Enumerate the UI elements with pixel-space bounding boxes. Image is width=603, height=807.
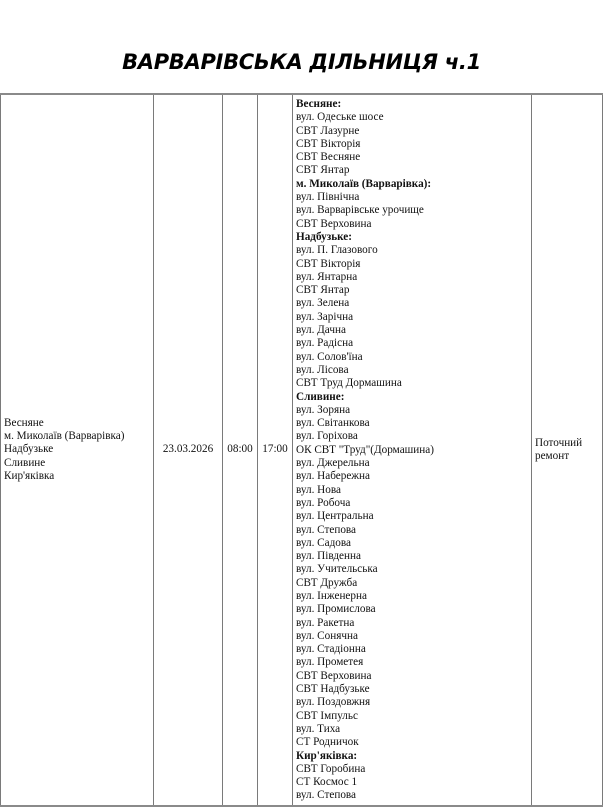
settlement-name: Кир'яківка: [4, 469, 55, 482]
settlement-heading: Сливине:: [296, 390, 345, 403]
street-item: вул. Горіхова: [296, 430, 358, 443]
street-item: вул. Набережна: [296, 470, 370, 483]
street-item: СВТ Лазурне: [296, 124, 360, 137]
street-item: вул. Зарічна: [296, 310, 354, 323]
street-item: вул. Зелена: [296, 297, 350, 310]
street-item: вул. Північна: [296, 191, 360, 204]
street-item: СВТ Вікторія: [296, 257, 361, 270]
street-item: вул. Світанкова: [296, 417, 370, 430]
street-item: СВТ Горобина: [296, 762, 366, 775]
street-item: СВТ Верховина: [296, 669, 372, 682]
settlement-heading: Весняне:: [296, 98, 342, 110]
street-item: СВТ Імпульс: [296, 709, 358, 722]
street-item: СВТ Весняне: [296, 151, 361, 164]
settlement-heading: Кир'яківка:: [296, 749, 358, 762]
street-item: вул. Варварівське урочище: [296, 204, 424, 217]
street-item: вул. Стадіонна: [296, 643, 366, 656]
street-item: вул. Південна: [296, 550, 361, 563]
street-item: вул. Садова: [296, 536, 351, 549]
street-item: вул. Солов'їна: [296, 350, 363, 363]
street-item: СВТ Вікторія: [296, 137, 361, 150]
settlement-name: Весняне: [4, 416, 44, 429]
settlement-heading: Надбузьке:: [296, 230, 352, 243]
reason-text: ремонт: [535, 449, 570, 462]
street-item: вул. Нова: [296, 483, 341, 496]
street-item: СВТ Надбузьке: [296, 683, 370, 696]
street-item: вул. Зоряна: [296, 403, 351, 416]
settlement-heading: м. Миколаїв (Варварівка):: [296, 177, 432, 190]
street-item: СВТ Янтар: [296, 164, 350, 177]
street-item: СТ Космос 1: [296, 776, 358, 789]
outage-schedule-table: [0, 93, 603, 807]
street-item: СВТ Верховина: [296, 217, 372, 230]
street-item: вул. Одеське шосе: [296, 111, 384, 124]
street-item: вул. Степова: [296, 789, 357, 802]
street-item: СВТ Дружба: [296, 576, 358, 589]
settlement-name: м. Миколаїв (Варварівка): [4, 429, 125, 442]
page-title: ВАРВАРІВСЬКА ДІЛЬНИЦЯ ч.1: [122, 50, 481, 74]
street-item: вул. Учительська: [296, 563, 378, 576]
street-item: вул. Янтарна: [296, 270, 358, 283]
street-item: вул. П. Глазового: [296, 244, 378, 257]
street-item: вул. Промислова: [296, 603, 376, 616]
street-item: вул. Степова: [296, 523, 357, 536]
table-row: [1, 94, 603, 806]
settlement-name: Сливине: [4, 456, 46, 469]
street-item: вул. Центральна: [296, 510, 374, 523]
reason-cell: [532, 94, 603, 806]
street-item: СВТ Труд Дормашина: [296, 377, 402, 390]
street-item: вул. Робоча: [296, 496, 351, 509]
street-item: вул. Сонячна: [296, 629, 358, 642]
street-item: вул. Тиха: [296, 722, 341, 735]
settlements-cell: [1, 94, 154, 806]
time-end-cell: 17:00: [258, 94, 293, 806]
street-item: СТ Родничок: [296, 736, 359, 749]
street-item: вул. Ракетна: [296, 616, 355, 629]
street-item: вул. Поздовжня: [296, 696, 371, 709]
street-item: вул. Інженерна: [296, 589, 367, 602]
street-item: ОК СВТ "Труд"(Дормашина): [296, 443, 434, 456]
street-item: вул. Радісна: [296, 337, 354, 350]
street-item: вул. Джерельна: [296, 457, 370, 470]
time-start-cell: 08:00: [223, 94, 258, 806]
reason-text: Поточний: [535, 436, 583, 449]
street-item: вул. Дачна: [296, 324, 346, 337]
settlement-name: Надбузьке: [4, 443, 54, 456]
date-cell: 23.03.2026: [154, 94, 223, 806]
street-item: СВТ Янтар: [296, 284, 350, 297]
street-item: вул. Лісова: [296, 363, 349, 376]
streets-cell: [293, 94, 532, 806]
street-item: вул. Прометея: [296, 656, 364, 669]
